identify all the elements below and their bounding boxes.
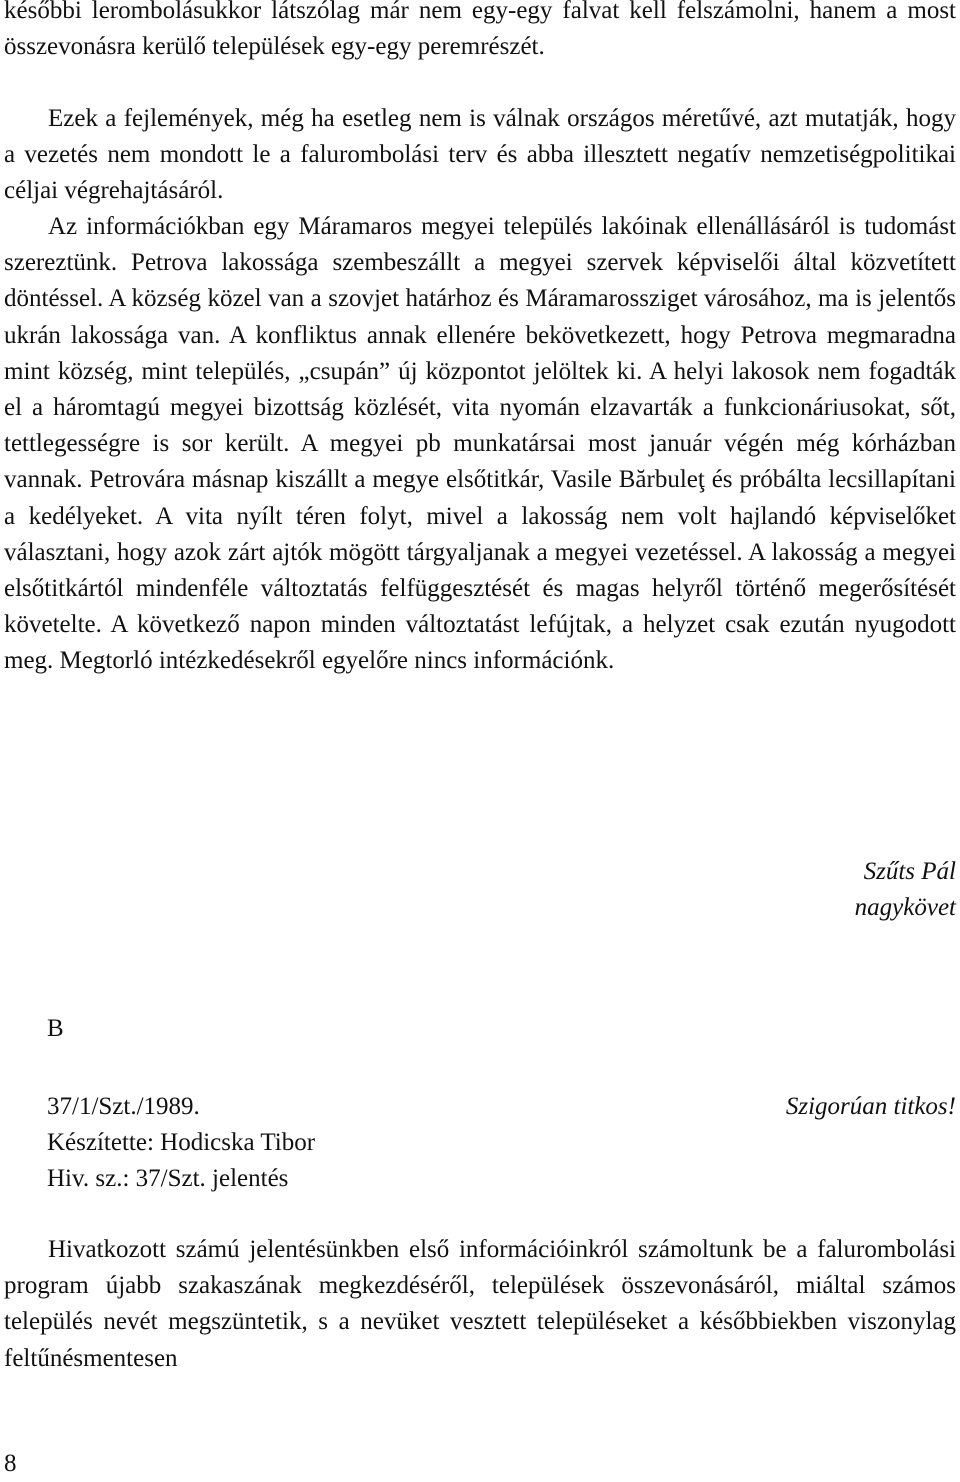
reference-number: 37/1/Szt./1989. bbox=[47, 1093, 200, 1120]
signature-title: nagykövet bbox=[854, 894, 956, 921]
signature-name: Szűts Pál bbox=[863, 858, 956, 885]
classification-label: Szigorúan titkos! bbox=[785, 1093, 956, 1120]
paragraph-report-intro: Hivatkozott számú jelentésünkben első információinkról számoltunk be a falurombolási program újabb szakaszának megkezdéséről, települések összevonásáról, miáltal számos település nevét megszüntetik, s a nevüket vesztett településeket a későbbiekben viszonylag feltűnésmentesen bbox=[4, 1236, 956, 1372]
page-number: 8 bbox=[4, 1450, 17, 1477]
author-line: Készítette: Hodicska Tibor bbox=[47, 1129, 316, 1156]
paragraph-developments: Ezek a fejlemények, még ha esetleg nem is válnak országos méretűvé, azt mutatják, hogy a vezetés nem mondott le a falurombolási terv és abba illesztett negatív nemzetiségpolitikai céljai végrehajtásáról. bbox=[4, 105, 956, 205]
section-marker: B bbox=[47, 1015, 64, 1042]
paragraph-continued: későbbi lerombolásukkor látszólag már nem egy-egy falvat kell felszámolni, hanem a most összevonásra kerülő települések egy-egy peremrészét. bbox=[4, 0, 956, 61]
paragraph-petrova-resistance: Az információkban egy Máramaros megyei település lakóinak ellenállásáról is tudomást szereztünk. Petrova lakossága szembeszállt a megyei szervek képviselői által közvetített döntéssel. A község közel van a szovjet határhoz és Máramarossziget városához, ma is jelentős ukrán lakossága van. A konfliktus annak ellenére bekövetkezett, hogy Petrova megmaradna mint község, mint település, „csupán” új központot jelöltek ki. A helyi lakosok nem fogadták el a háromtagú megyei bizottság közlését, vita nyomán elzavarták a funkcionáriusokat, sőt, tettlegességre is sor került. A megyei pb munkatársai most január végén még kórházban vannak. Petrovára másnap kiszállt a megye elsőtitkár, Vasile Bărbuleţ és próbálta lecsillapítani a kedélyeket. A vita nyílt téren folyt, mivel a lakosság nem volt hajlandó képviselőket választani, hogy azok zárt ajtók mögött tárgyaljanak a megyei vezetéssel. A lakosság a megyei elsőtitkártól mindenféle változtatás felfüggesztését és magas helyről történő megerősítését követelte. A következő napon minden változtatást lefújtak, a helyzet csak ezután nyugodott meg. Megtorló intézkedésekről egyelőre nincs információnk. bbox=[4, 213, 956, 675]
reference-line: Hiv. sz.: 37/Szt. jelentés bbox=[47, 1165, 289, 1192]
